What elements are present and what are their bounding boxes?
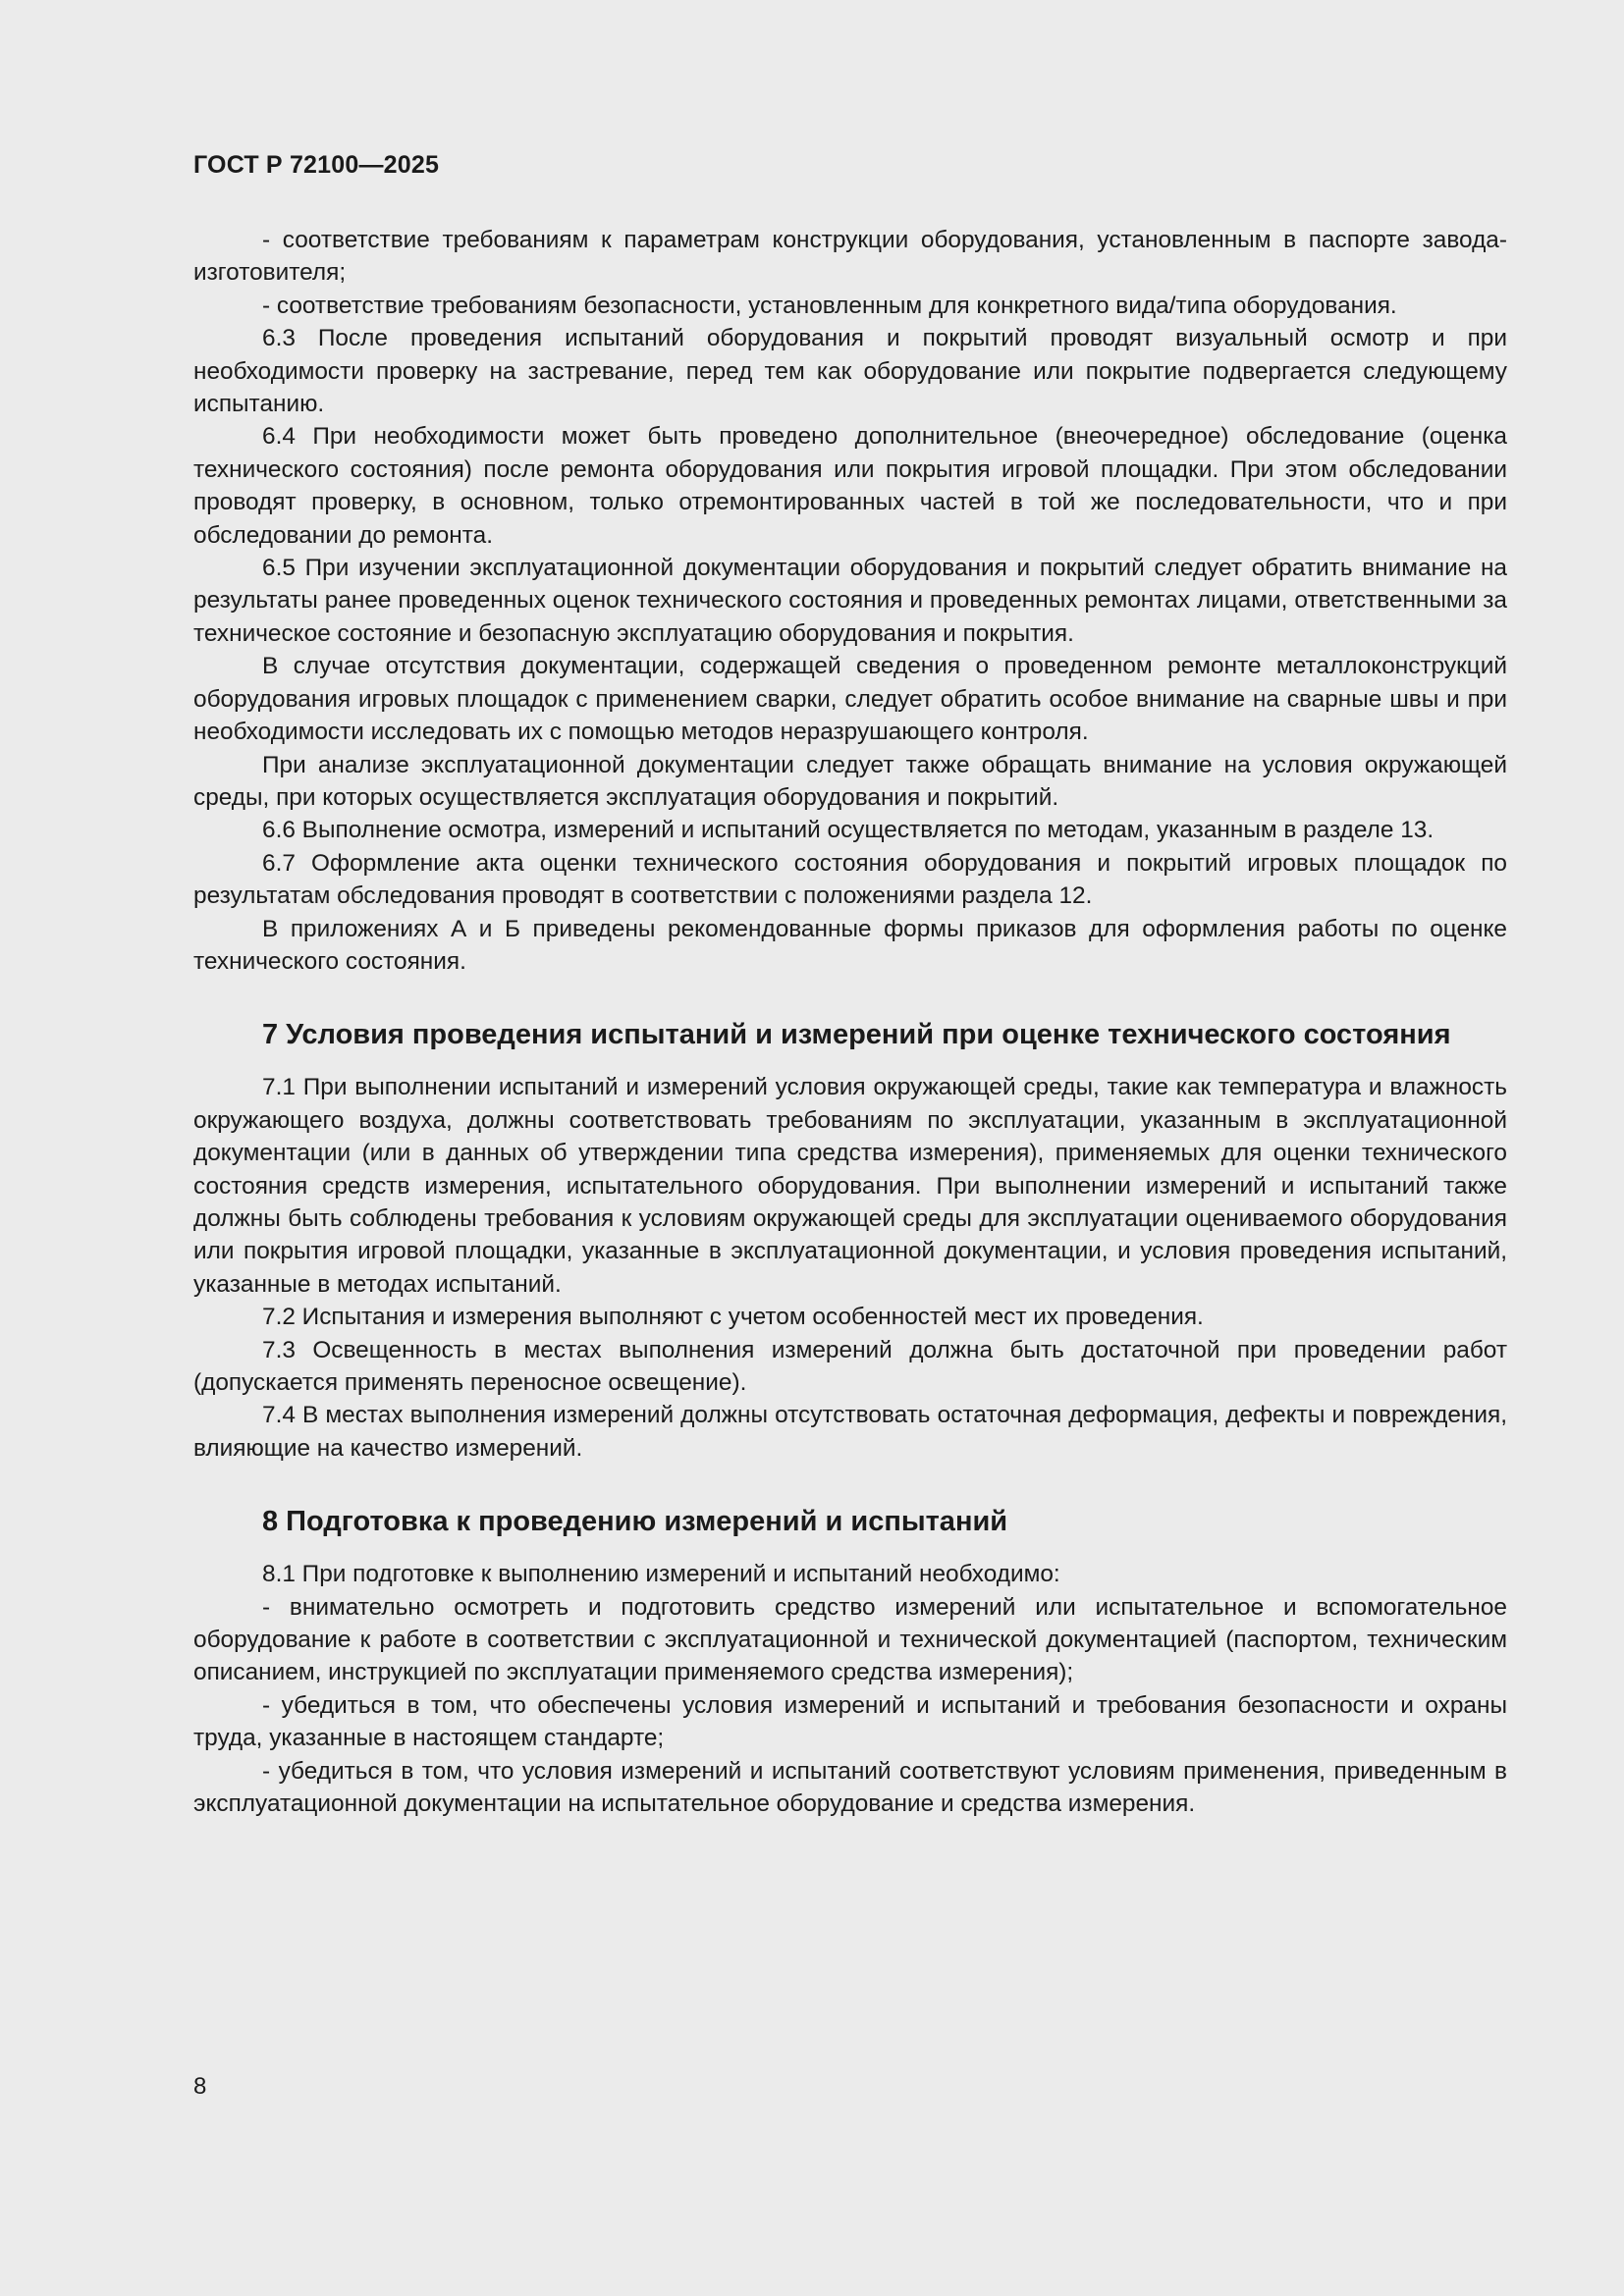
paragraph: 6.6 Выполнение осмотра, измерений и испытаний осуществляется по методам, указанным в разделе 13. <box>262 817 1435 844</box>
section-8-heading: 8 Подготовка к проведению измерений и испытаний <box>262 1506 1008 1538</box>
paragraph: 6.7 Оформление акта оценки технического состояния оборудования и покрытий игровых площадок по результатам обследования проводят в соответствии с положениями раздела 12. <box>193 849 1507 910</box>
paragraph: 7.2 Испытания и измерения выполняют с учетом особенностей мест их проведения. <box>262 1304 1204 1331</box>
paragraph: В приложениях А и Б приведены рекомендованные формы приказов для оформления работы по оценке технического состояния. <box>193 915 1507 975</box>
paragraph: В случае отсутствия документации, содержащей сведения о проведенном ремонте металлоконструкций оборудования игровых площадок с применением сварки, следует обратить особое внимание на сварные швы и при необходимости исследовать их с помощью методов неразрушающего контроля. <box>193 653 1507 746</box>
paragraph: 8.1 При подготовке к выполнению измерений и испытаний необходимо: <box>262 1561 1060 1588</box>
paragraph: При анализе эксплуатационной документации следует также обращать внимание на условия окружающей среды, при которых осуществляется эксплуатация оборудования и покрытий. <box>193 751 1507 811</box>
paragraph: 6.5 При изучении эксплуатационной документации оборудования и покрытий следует обратить внимание на результаты ранее проведенных оценок технического состояния и проведенных ремонтах лицами, ответственными за техническое состояние и безопасную эксплуатацию оборудования и покрытия. <box>193 555 1507 647</box>
paragraph: - соответствие требованиям к параметрам конструкции оборудования, установленным в паспорте завода-изготовителя; <box>193 227 1507 287</box>
paragraph: 7.1 При выполнении испытаний и измерений условия окружающей среды, такие как температура и влажность окружающего воздуха, должны соответствовать требованиям по эксплуатации, указанным в эксплуатационной документации (или в данных об утверждении типа средства измерения), применяемых для оценки технического состояния средств измерения, испытательного оборудования. При выполнении измерений и испытаний также должны быть соблюдены требования к условиям окружающей среды для эксплуатации оцениваемого оборудования или покрытия игровой площадки, указанные в эксплуатационной документации, и условия проведения испытаний, указанные в методах испытаний. <box>193 1074 1507 1298</box>
paragraph: - убедиться в том, что условия измерений и испытаний соответствуют условиям применения, приведенным в эксплуатационной документации на испытательное оборудование и средства измерения. <box>193 1757 1507 1818</box>
paragraph: - убедиться в том, что обеспечены условия измерений и испытаний и требования безопасности и охраны труда, указанные в настоящем стандарте; <box>193 1691 1507 1752</box>
paragraph: - соответствие требованиям безопасности, установленным для конкретного вида/типа оборудования. <box>262 292 1397 319</box>
section-7-heading: 7 Условия проведения испытаний и измерений при оценке технического состояния <box>262 1019 1451 1051</box>
page-number: 8 <box>193 2073 207 2100</box>
paragraph: - внимательно осмотреть и подготовить средство измерений или испытательное и вспомогательное оборудование к работе в соответствии с эксплуатационной и технической документацией (паспортом, техническим описанием, инструкцией по эксплуатации применяемого средства измерения); <box>193 1593 1507 1686</box>
paragraph: 7.3 Освещенность в местах выполнения измерений должна быть достаточной при проведении работ (допускается применять переносное освещение). <box>193 1336 1507 1396</box>
document-body <box>193 224 1507 1820</box>
paragraph: 6.3 После проведения испытаний оборудования и покрытий проводят визуальный осмотр и при необходимости проверку на застревание, перед тем как оборудование или покрытие подвергается следующему испытанию. <box>193 325 1507 418</box>
paragraph: 6.4 При необходимости может быть проведено дополнительное (внеочередное) обследование (оценка технического состояния) после ремонта оборудования или покрытия игровой площадки. При этом обследовании проводят проверку, в основном, только отремонтированных частей в той же последовательности, что и при обследовании до ремонта. <box>193 423 1507 549</box>
paragraph: 7.4 В местах выполнения измерений должны отсутствовать остаточная деформация, дефекты и повреждения, влияющие на качество измерений. <box>193 1402 1507 1462</box>
document-code-header: ГОСТ Р 72100—2025 <box>193 151 440 179</box>
